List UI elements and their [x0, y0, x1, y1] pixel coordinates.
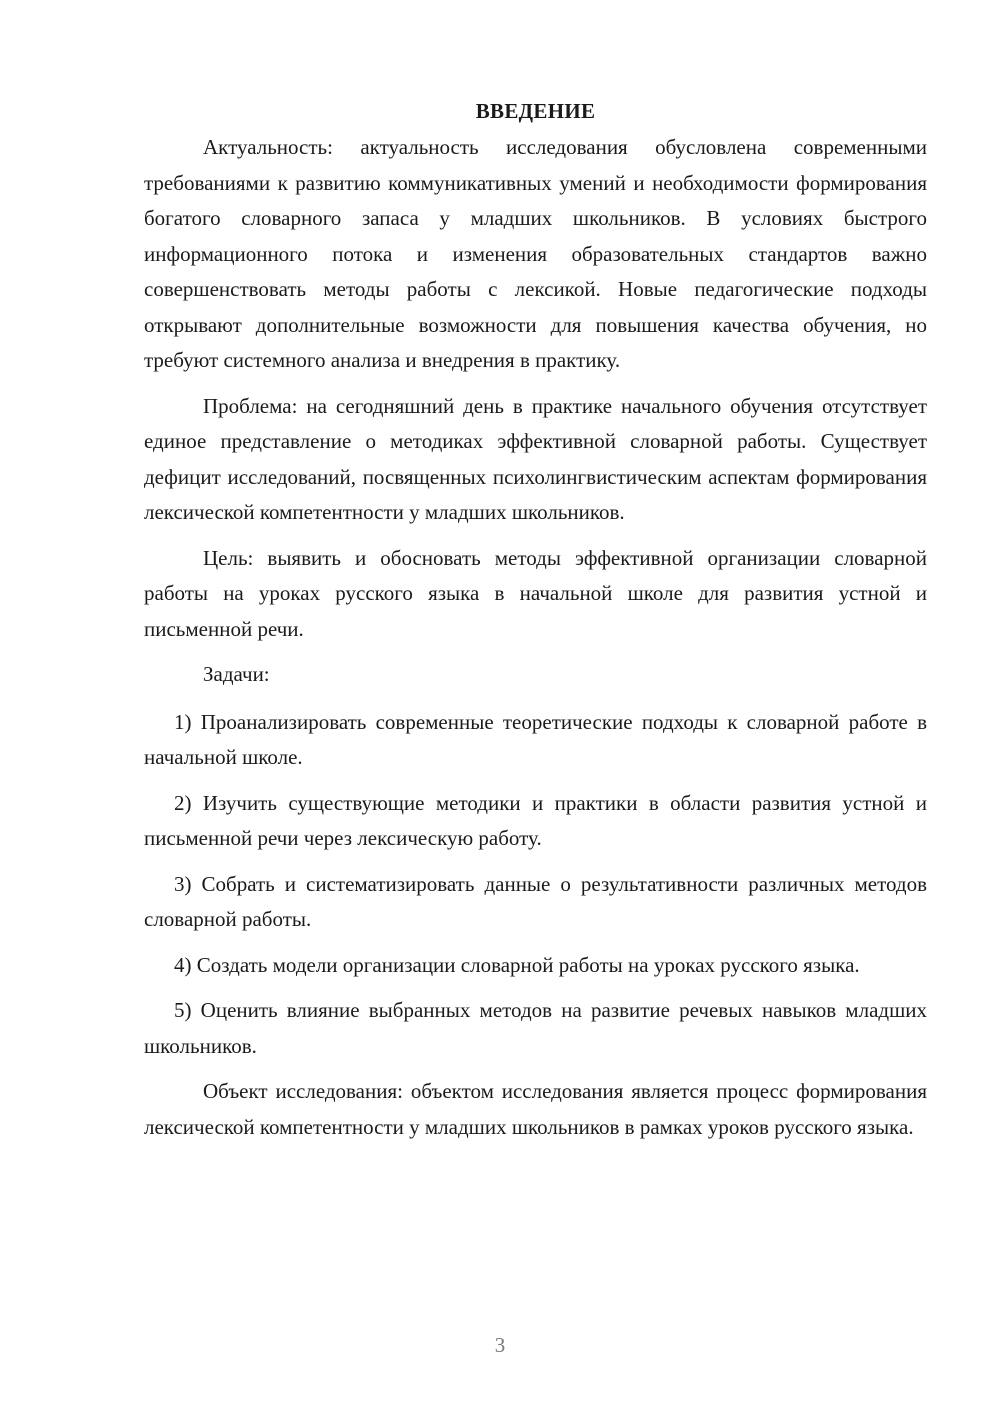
task-item-1: 1) Проанализировать современные теоретические подходы к словарной работе в начальной школе.	[144, 709, 927, 769]
goal-paragraph: Цель: выявить и обосновать методы эффективной организации словарной работы на уроках русского языка в начальной школе для развития устной и письменной речи.	[144, 545, 927, 641]
relevance-paragraph: Актуальность: актуальность исследования обусловлена современными требованиями к развитию коммуникативных умений и необходимости формирования богатого словарного запаса у младших школьников. В условиях быстрого информационного потока и изменения образовательных стандартов важно совершенствовать методы работы с лексикой. Новые педагогические подходы открывают дополнительные возможности для повышения качества обучения, но требуют системного анализа и внедрения в практику.	[144, 135, 927, 372]
task-item-4: 4) Создать модели организации словарной работы на уроках русского языка.	[174, 952, 860, 977]
object-paragraph: Объект исследования: объектом исследования является процесс формирования лексической компетентности у младших школьников в рамках уроков русского языка.	[144, 1079, 927, 1139]
page-title: ВВЕДЕНИЕ	[475, 99, 596, 123]
problem-paragraph: Проблема: на сегодняшний день в практике начального обучения отсутствует единое представление о методиках эффективной словарной работы. Существует дефицит исследований, посвященных психолингвистическим аспектам формирования лексической компетентности у младших школьников.	[144, 393, 927, 524]
tasks-list	[144, 705, 927, 1065]
task-item-5: 5) Оценить влияние выбранных методов на развитие речевых навыков младших школьников.	[144, 998, 927, 1058]
task-item-3: 3) Собрать и систематизировать данные о результативности различных методов словарной работы.	[144, 871, 927, 931]
task-item-2: 2) Изучить существующие методики и практики в области развития устной и письменной речи через лексическую работу.	[144, 790, 927, 850]
page-number: 3	[494, 1333, 506, 1357]
tasks-heading: Задачи:	[203, 662, 270, 686]
document-page	[144, 96, 927, 1155]
